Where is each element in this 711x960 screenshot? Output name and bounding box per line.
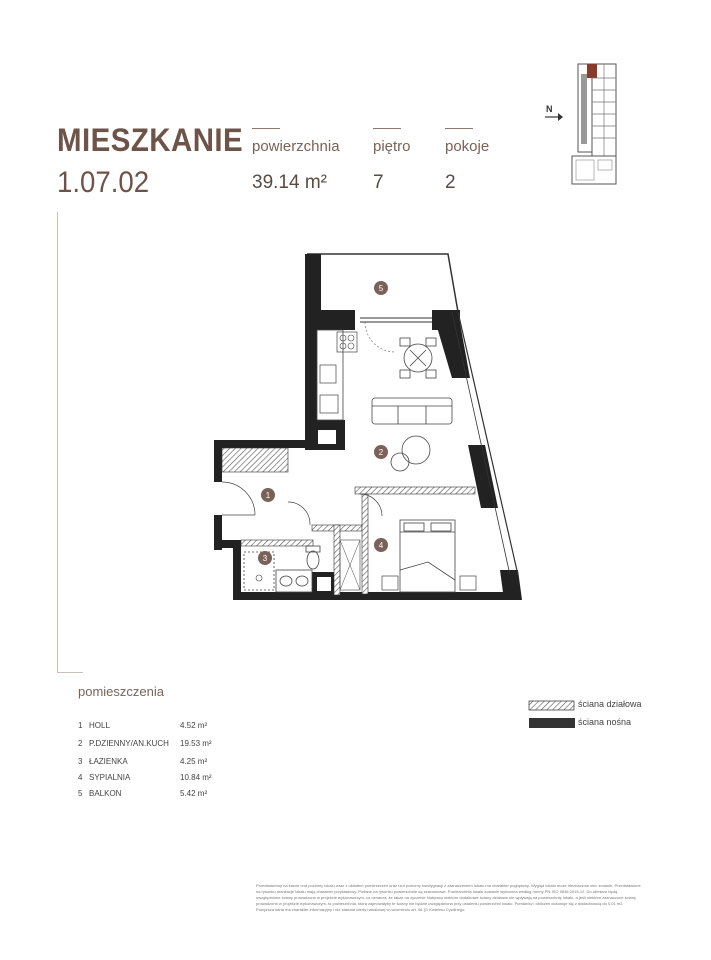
room-name: P.DZIENNY/AN.KUCH <box>89 739 169 748</box>
area-value: 39.14 m² <box>252 172 327 193</box>
room-area: 19.53 m² <box>180 739 212 748</box>
stove-icon <box>337 332 357 352</box>
rooms-heading: pomieszczenia <box>78 684 164 699</box>
room-number: 2 <box>78 739 83 748</box>
stat-divider <box>445 128 473 129</box>
sofa-icon <box>372 398 452 424</box>
dining-table-icon <box>400 338 436 378</box>
load-bearing-wall-swatch <box>529 718 575 728</box>
toilet-icon <box>306 546 320 569</box>
room-row <box>78 739 218 751</box>
room-name: HOLL <box>89 721 110 730</box>
rooms-label: pokoje <box>445 138 490 155</box>
floor-plan <box>200 240 530 610</box>
coffee-table-icon <box>391 436 430 471</box>
room-marker: 1 <box>265 491 271 500</box>
room-row <box>78 721 218 733</box>
room-marker: 3 <box>262 554 268 563</box>
room-area: 4.25 m² <box>180 757 208 766</box>
stat-divider <box>373 128 401 129</box>
room-number: 1 <box>78 721 83 730</box>
area-label: powierzchnia <box>252 138 340 155</box>
legend-load-bearing-label: ściana nośna <box>578 717 632 727</box>
room-area: 5.42 m² <box>180 789 208 798</box>
north-label: N <box>546 104 553 114</box>
bed-icon <box>400 520 455 592</box>
legend-partition-label: ściana działowa <box>578 699 642 709</box>
sink-icon <box>320 365 336 383</box>
left-rule <box>57 212 58 672</box>
room-marker: 4 <box>378 541 384 550</box>
room-name: SYPIALNIA <box>89 773 131 782</box>
fridge-icon <box>320 395 338 413</box>
room-marker: 5 <box>378 284 384 293</box>
room-area: 4.52 m² <box>180 721 208 730</box>
north-arrow-icon <box>544 112 564 122</box>
partition-walls <box>222 448 475 595</box>
room-number: 5 <box>78 789 83 798</box>
floor-value: 7 <box>373 172 384 193</box>
room-name: ŁAZIENKA <box>89 757 128 766</box>
stat-divider <box>252 128 280 129</box>
partition-wall-swatch <box>528 700 576 712</box>
rooms-value: 2 <box>445 172 456 193</box>
floor-label: piętro <box>373 138 411 155</box>
room-number: 3 <box>78 757 83 766</box>
room-row <box>78 757 218 769</box>
room-row <box>78 773 218 785</box>
room-name: BALKON <box>89 789 122 798</box>
page-title: MIESZKANIE <box>57 122 244 158</box>
unit-number: 1.07.02 <box>57 166 150 199</box>
disclaimer-text: Przedstawiony na karcie rzut poziomy lokalu wraz z układem pomieszczeń oraz rzut poziomy kondygnacji z zaznaczeniem lokalu ma charakter poglądowy. Wygląd lokalu może nieznacznie ulec zmianie. Przedstawione na rysunku aranżacje lokalu mają charakter przykładowy. Podane na rysunku powierzchnie są szacunkowe. Powierzchnia lokalu zostanie wyliczona według normy PN-ISO 9836:2015-12. Do obmiaru będą uwzględnione ściany prowadzone w projekcie wykonawczym, co oznacza, że także na życzenie Nabywcy niektóre dodatkowe ściany działowe nie wpływają na powierzchnię lokalu, a jeśli niektóre zaznaczone ściany prowadzone w projekcie wykonawczym, to powierzchnia, która zajmowałyby te ściany nie będzie uwzględniona przy ustaleniu powierzchni lokalu. Pomiarów i obliczeń dokonuje się z dokładnością do 0,01 m2. Powyższa karta ma charakter informacyjny i nie stanowi oferty handlowej w rozumieniu art. 66 §1 Kodeksu Cywilnego. <box>256 883 641 912</box>
room-number: 4 <box>78 773 83 782</box>
room-row <box>78 789 218 801</box>
washbasin-icon <box>276 570 312 592</box>
left-rule-tick <box>57 672 83 673</box>
room-marker: 2 <box>378 448 384 457</box>
room-area: 10.84 m² <box>180 773 212 782</box>
building-key-plan <box>570 60 620 188</box>
